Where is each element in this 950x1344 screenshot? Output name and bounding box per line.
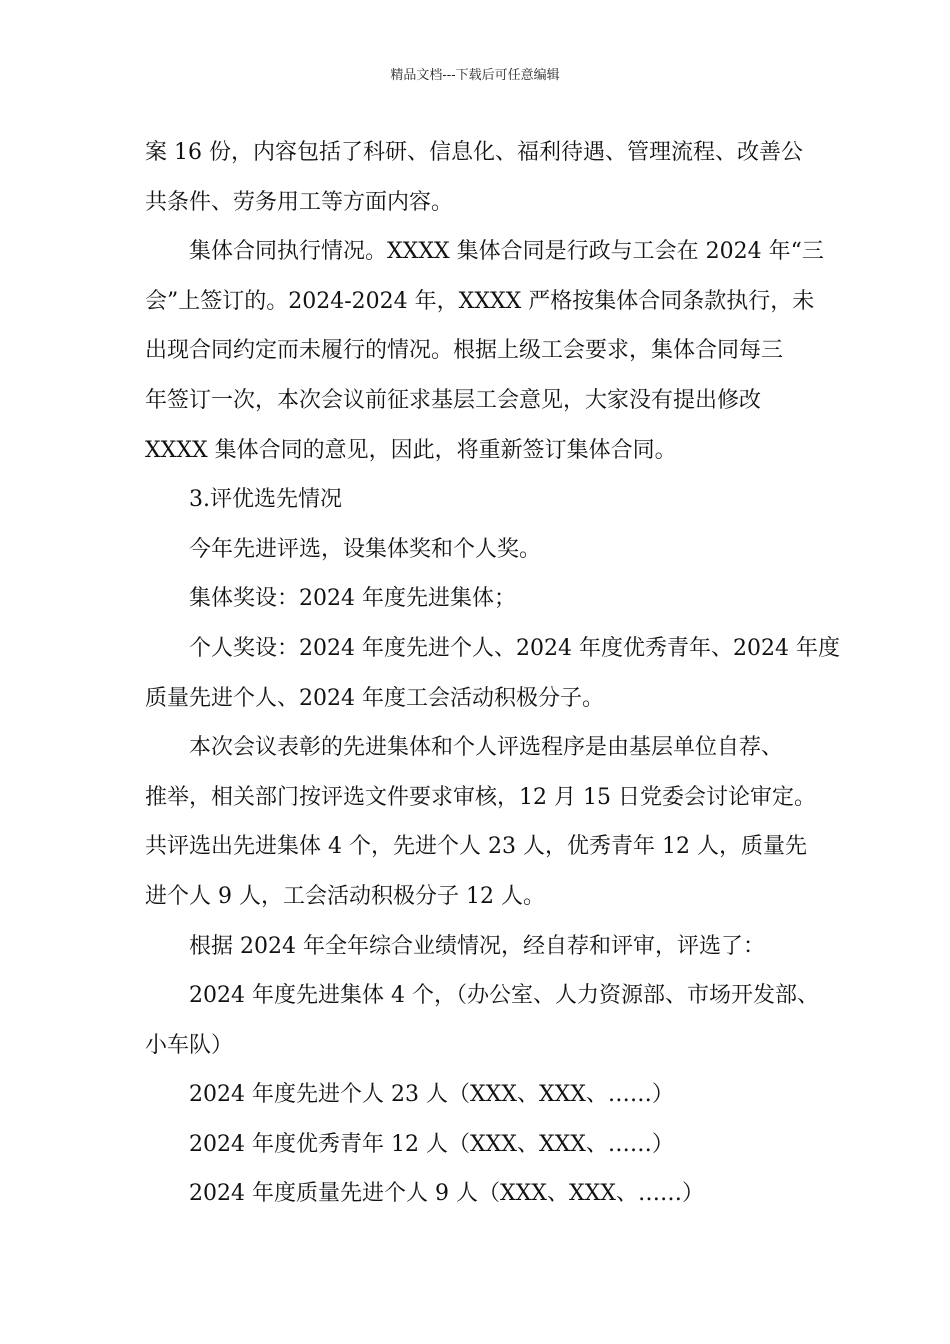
text-line: 2024 年度先进个人 23 人（XXX、XXX、……） <box>189 1082 674 1108</box>
text-line: 集体合同执行情况。XXXX 集体合同是行政与工会在 2024 年“三 <box>189 239 824 265</box>
text-line: 个人奖设：2024 年度先进个人、2024 年度优秀青年、2024 年度 <box>189 635 840 661</box>
text-line: 推举，相关部门按评选文件要求审核，12 月 15 日党委会讨论审定。 <box>145 784 816 810</box>
text-line: 本次会议表彰的先进集体和个人评选程序是由基层单位自荐、 <box>189 735 784 761</box>
text-line: 会”上签订的。2024-2024 年，XXXX 严格按集体合同条款执行，未 <box>145 288 815 314</box>
text-line: 年签订一次，本次会议前征求基层工会意见，大家没有提出修改 <box>145 387 762 413</box>
text-line: 进个人 9 人，工会活动积极分子 12 人。 <box>145 883 545 909</box>
text-line: 2024 年度先进集体 4 个，（办公室、人力资源部、市场开发部、 <box>189 983 819 1009</box>
text-line: 案 16 份，内容包括了科研、信息化、福利待遇、管理流程、改善公 <box>145 140 803 165</box>
text-line: 2024 年度优秀青年 12 人（XXX、XXX、……） <box>189 1131 674 1157</box>
text-line: 共条件、劳务用工等方面内容。 <box>145 189 454 215</box>
page-header: 精品文档---下载后可任意编辑 <box>390 68 560 83</box>
text-line: 集体奖设：2024 年度先进集体； <box>189 586 516 612</box>
text-line: 质量先进个人、2024 年度工会活动积极分子。 <box>145 685 604 711</box>
text-line: 出现合同约定而未履行的情况。根据上级工会要求，集体合同每三 <box>145 338 784 364</box>
text-line: 共评选出先进集体 4 个，先进个人 23 人，优秀青年 12 人，质量先 <box>145 834 807 860</box>
text-line: XXXX 集体合同的意见，因此，将重新签订集体合同。 <box>145 437 677 463</box>
document-body <box>145 128 840 1219</box>
text-line: 小车队） <box>145 1032 234 1058</box>
text-line: 根据 2024 年全年综合业绩情况，经自荐和评审，评选了： <box>189 933 765 959</box>
text-line: 3.评优选先情况 <box>189 487 342 513</box>
text-line: 2024 年度质量先进个人 9 人（XXX、XXX、……） <box>189 1181 704 1207</box>
text-line: 今年先进评选，设集体奖和个人奖。 <box>189 536 542 562</box>
